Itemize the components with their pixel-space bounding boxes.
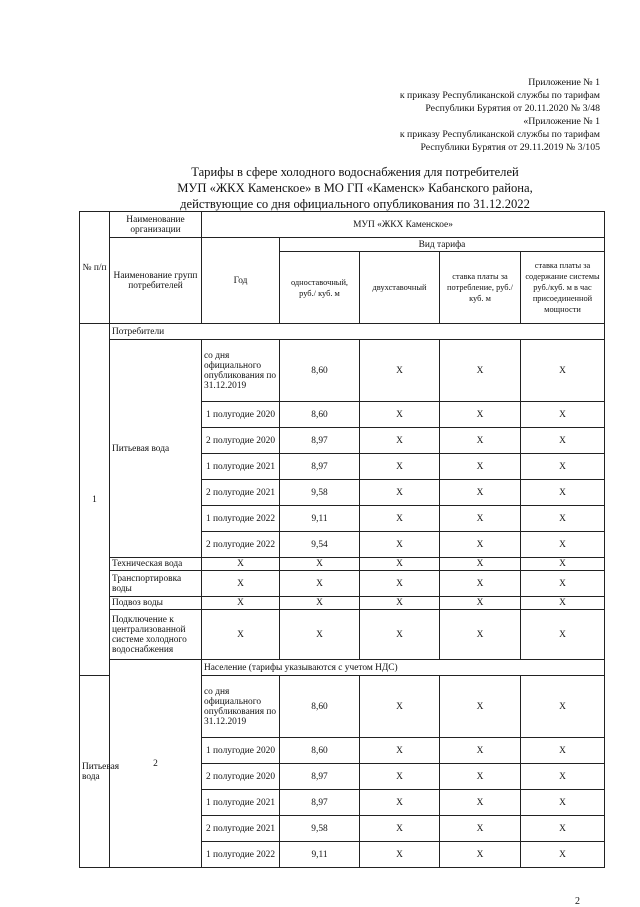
appendix-header <box>270 76 600 154</box>
tariff-table <box>79 211 605 868</box>
cell-x: Х <box>521 506 605 532</box>
cell-x: Х <box>440 816 521 842</box>
cell-x: Х <box>521 402 605 428</box>
cell-x: Х <box>360 402 440 428</box>
cell-x: Х <box>440 428 521 454</box>
cell-x: Х <box>360 340 440 402</box>
cell-x: Х <box>521 571 605 597</box>
period-cell: 1 полугодие 2021 <box>202 454 280 480</box>
cell-x: Х <box>360 597 440 610</box>
tariff-value: 8,97 <box>280 428 360 454</box>
header-line: Республики Бурятия от 20.11.2020 № 3/48 <box>425 103 600 114</box>
tariff-value: 8,60 <box>280 340 360 402</box>
section-label: Потребители <box>110 324 605 340</box>
period-cell: 1 полугодие 2022 <box>202 842 280 868</box>
cell-x: Х <box>521 558 605 571</box>
group-label: Наименование групп потребителей <box>110 238 202 324</box>
section-number: 1 <box>80 324 110 676</box>
cell-x: Х <box>360 454 440 480</box>
col-single-rate: одноставочный, руб./ куб. м <box>280 252 360 324</box>
title-line: действующие со дня официального опубликования по 31.12.2022 <box>180 197 530 211</box>
cell-x: Х <box>521 480 605 506</box>
tariff-value: 8,60 <box>280 738 360 764</box>
cell-x: Х <box>440 506 521 532</box>
col-consumption-rate: ставка платы за потребление, руб./ куб. м <box>440 252 521 324</box>
consumer-group: Питьевая вода <box>80 676 110 868</box>
cell-x: Х <box>521 610 605 660</box>
num-header: № п/п <box>80 212 110 324</box>
section-number: 2 <box>110 660 202 868</box>
cell-x: Х <box>202 597 280 610</box>
cell-x: Х <box>360 428 440 454</box>
tariff-value: 9,11 <box>280 506 360 532</box>
title-line: Тарифы в сфере холодного водоснабжения для потребителей <box>191 165 519 179</box>
header-line: Приложение № 1 <box>528 77 600 88</box>
cell-x: Х <box>440 738 521 764</box>
cell-x: Х <box>440 764 521 790</box>
cell-x: Х <box>360 842 440 868</box>
period-cell: 1 полугодие 2020 <box>202 738 280 764</box>
period-cell: со дня официального опубликования по 31.12.2019 <box>202 676 280 738</box>
tariff-value: 9,54 <box>280 532 360 558</box>
cell-x: Х <box>440 532 521 558</box>
tariff-value: 9,11 <box>280 842 360 868</box>
cell-x: Х <box>202 558 280 571</box>
cell-x: Х <box>360 610 440 660</box>
cell-x: Х <box>280 558 360 571</box>
consumer-group: Подвоз воды <box>110 597 202 610</box>
cell-x: Х <box>360 532 440 558</box>
cell-x: Х <box>440 558 521 571</box>
cell-x: Х <box>280 610 360 660</box>
tariff-value: 8,97 <box>280 790 360 816</box>
period-cell: 2 полугодие 2022 <box>202 532 280 558</box>
cell-x: Х <box>440 842 521 868</box>
cell-x: Х <box>440 610 521 660</box>
cell-x: Х <box>440 597 521 610</box>
period-cell: 2 полугодие 2020 <box>202 764 280 790</box>
period-cell: 1 полугодие 2020 <box>202 402 280 428</box>
cell-x: Х <box>440 402 521 428</box>
period-cell: 2 полугодие 2020 <box>202 428 280 454</box>
period-cell: 1 полугодие 2021 <box>202 790 280 816</box>
tariff-type-header: Вид тарифа <box>280 238 605 252</box>
cell-x: Х <box>360 816 440 842</box>
cell-x: Х <box>202 571 280 597</box>
tariff-value: 8,97 <box>280 764 360 790</box>
year-label: Год <box>202 238 280 324</box>
header-line: «Приложение № 1 <box>523 116 600 127</box>
cell-x: Х <box>202 610 280 660</box>
cell-x: Х <box>360 764 440 790</box>
cell-x: Х <box>440 454 521 480</box>
cell-x: Х <box>280 571 360 597</box>
cell-x: Х <box>521 816 605 842</box>
period-cell: 2 полугодие 2021 <box>202 816 280 842</box>
cell-x: Х <box>521 676 605 738</box>
col-maintenance-rate: ставка платы за содержание системы руб./куб. м в час присоединенной мощности <box>521 252 605 324</box>
tariff-value: 9,58 <box>280 816 360 842</box>
cell-x: Х <box>360 558 440 571</box>
header-line: к приказу Республиканской службы по тарифам <box>399 90 600 101</box>
cell-x: Х <box>360 506 440 532</box>
cell-x: Х <box>440 480 521 506</box>
cell-x: Х <box>521 764 605 790</box>
org-label: Наименование организации <box>110 212 202 238</box>
cell-x: Х <box>521 790 605 816</box>
consumer-group: Подключение к централизованной системе холодного водоснабжения <box>110 610 202 660</box>
cell-x: Х <box>360 790 440 816</box>
cell-x: Х <box>521 738 605 764</box>
consumer-group: Питьевая вода <box>110 340 202 558</box>
header-line: Республики Бурятия от 29.11.2019 № 3/105 <box>420 142 600 153</box>
tariff-value: 8,60 <box>280 402 360 428</box>
period-cell: 2 полугодие 2021 <box>202 480 280 506</box>
period-cell: со дня официального опубликования по 31.12.2019 <box>202 340 280 402</box>
consumer-group: Техническая вода <box>110 558 202 571</box>
cell-x: Х <box>521 454 605 480</box>
tariff-value: 8,97 <box>280 454 360 480</box>
cell-x: Х <box>440 571 521 597</box>
header-line: к приказу Республиканской службы по тарифам <box>399 129 600 140</box>
cell-x: Х <box>521 532 605 558</box>
cell-x: Х <box>360 738 440 764</box>
cell-x: Х <box>280 597 360 610</box>
tariff-value: 9,58 <box>280 480 360 506</box>
cell-x: Х <box>521 340 605 402</box>
cell-x: Х <box>521 842 605 868</box>
period-cell: 1 полугодие 2022 <box>202 506 280 532</box>
cell-x: Х <box>521 428 605 454</box>
title-line: МУП «ЖКХ Каменское» в МО ГП «Каменск» Кабанского района, <box>177 181 533 195</box>
cell-x: Х <box>360 676 440 738</box>
cell-x: Х <box>360 571 440 597</box>
col-two-rate: двухставочный <box>360 252 440 324</box>
consumer-group: Транспортировка воды <box>110 571 202 597</box>
cell-x: Х <box>521 597 605 610</box>
document-title <box>140 164 570 212</box>
cell-x: Х <box>440 790 521 816</box>
org-name: МУП «ЖКХ Каменское» <box>202 212 605 238</box>
section-label: Население (тарифы указываются с учетом НДС) <box>202 660 605 676</box>
tariff-value: 8,60 <box>280 676 360 738</box>
page-number: 2 <box>575 896 580 907</box>
cell-x: Х <box>360 480 440 506</box>
cell-x: Х <box>440 340 521 402</box>
cell-x: Х <box>440 676 521 738</box>
